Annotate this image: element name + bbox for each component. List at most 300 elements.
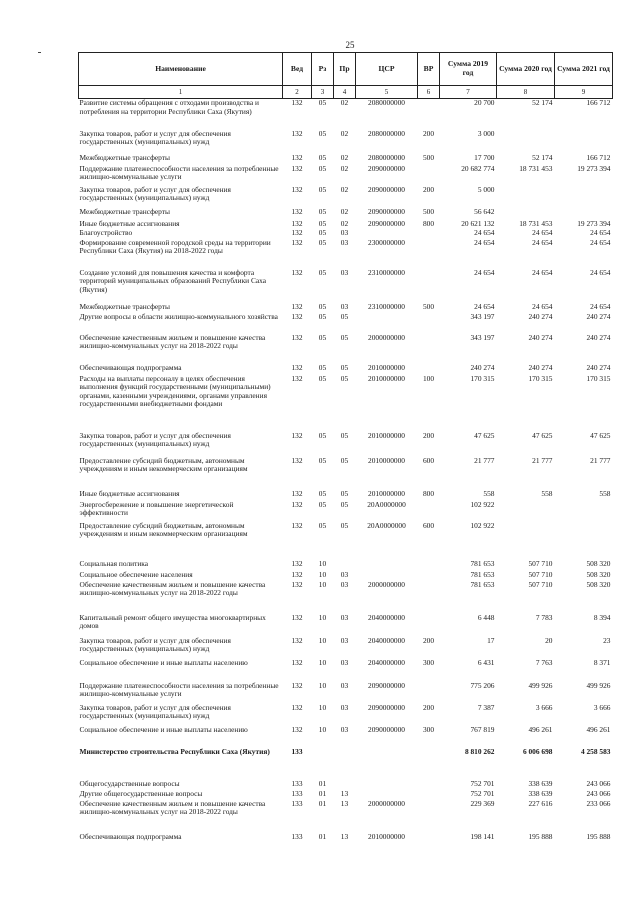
table-row — [79, 457, 613, 490]
cell-sum-2021: 508 320 — [586, 558, 611, 568]
cell-vr: 500 — [422, 301, 435, 311]
cell-csr: 2080000000 — [368, 128, 405, 138]
cell-vr: 300 — [422, 657, 435, 667]
cell-sum-2020: 507 710 — [528, 558, 553, 568]
cell-rz: 01 — [318, 831, 327, 841]
cell-pr: 03 — [340, 612, 349, 622]
cell-sum-2019: 20 700 — [474, 98, 495, 107]
cell-pr: 05 — [340, 311, 349, 321]
cell-sum-2019: 20 621 132 — [461, 218, 495, 228]
table-row — [79, 560, 613, 571]
cell-rz: 05 — [318, 499, 327, 509]
table-row — [79, 99, 613, 130]
cell-pr: 03 — [340, 657, 349, 667]
cell-pr: 03 — [340, 724, 349, 734]
cell-pr: 05 — [340, 430, 349, 440]
cell-ved: 132 — [291, 612, 303, 622]
cell-vr: 200 — [422, 184, 435, 194]
table-row — [79, 780, 613, 790]
cell-sum-2021: 499 926 — [586, 680, 611, 690]
cell-ved: 132 — [291, 680, 303, 690]
cell-sum-2019: 102 922 — [470, 499, 495, 509]
cell-csr — [356, 560, 418, 571]
table-row — [79, 165, 613, 186]
cell-sum-2021: 170 315 — [586, 373, 611, 383]
cell-sum-2020: 338 639 — [528, 788, 553, 798]
table-row — [79, 239, 613, 269]
cell-sum-2020: 496 261 — [528, 724, 553, 734]
cell-vr — [418, 790, 440, 800]
cell-rz: 05 — [318, 301, 327, 311]
cell-sum-2020: 499 926 — [528, 680, 553, 690]
cell-vr: 200 — [422, 430, 435, 440]
cell-sum-2021 — [555, 208, 613, 220]
column-number: 2 — [283, 86, 312, 99]
cell-sum-2019: 24 654 — [474, 267, 495, 277]
cell-rz: 10 — [318, 657, 327, 667]
cell-sum-2019: 102 922 — [470, 520, 495, 530]
cell-name: Капитальный ремонт общего имущества многоквартирных домов — [79, 612, 266, 631]
cell-sum-2019: 21 777 — [474, 455, 495, 465]
cell-ved: 132 — [291, 362, 303, 372]
cell-name: Социальное обеспечение и иные выплаты населению — [79, 657, 248, 667]
table-row — [79, 637, 613, 659]
header-pr: Пр — [334, 53, 356, 86]
cell-name: Обеспечение качественным жильем и повышение качества жилищно-коммунальных услуг на 2018-2022 годы — [79, 332, 266, 351]
cell-sum-2021: 3 666 — [593, 702, 611, 712]
header-sum-2020: Сумма 2020 год — [497, 53, 555, 86]
header-sum-2021: Сумма 2021 год — [555, 53, 613, 86]
cell-sum-2019: 47 625 — [474, 430, 495, 440]
cell-rz: 10 — [318, 612, 327, 622]
cell-sum-2020 — [497, 186, 555, 208]
cell-vr: 800 — [422, 488, 435, 498]
cell-sum-2019: 558 — [483, 488, 495, 498]
cell-sum-2019: 24 654 — [474, 227, 495, 237]
cell-vr — [418, 229, 440, 239]
cell-vr — [418, 571, 440, 581]
cell-ved: 132 — [291, 152, 303, 162]
cell-sum-2020: 240 274 — [528, 332, 553, 342]
cell-sum-2019: 6 448 — [477, 612, 495, 622]
cell-rz: 05 — [318, 152, 327, 162]
cell-ved: 132 — [291, 499, 303, 509]
cell-ved: 132 — [291, 218, 303, 228]
cell-vr — [418, 269, 440, 303]
cell-ved: 132 — [291, 227, 303, 237]
cell-sum-2020: 24 654 — [532, 227, 553, 237]
cell-csr: 2040000000 — [368, 612, 405, 622]
cell-name: Формирование современной городской среды на территории Республики Саха (Якутия) на 2018-2022 годы — [79, 237, 271, 256]
cell-sum-2019: 775 206 — [470, 680, 495, 690]
cell-vr — [418, 780, 440, 790]
cell-name: Другие вопросы в области жилищно-коммунального хозяйства — [79, 311, 278, 321]
cell-pr: 05 — [340, 520, 349, 530]
cell-csr: 2310000000 — [368, 267, 405, 277]
cell-vr — [418, 99, 440, 130]
cell-sum-2020: 240 274 — [528, 311, 553, 321]
cell-rz: 05 — [318, 267, 327, 277]
cell-sum-2020: 338 639 — [528, 778, 553, 788]
table-row — [79, 682, 613, 704]
cell-sum-2020: 7 783 — [535, 612, 553, 622]
cell-rz: 10 — [318, 635, 327, 645]
cell-pr — [334, 748, 356, 780]
cell-ved: 133 — [291, 831, 303, 841]
cell-csr: 2090000000 — [368, 218, 405, 228]
cell-sum-2019: 24 654 — [474, 237, 495, 247]
cell-csr — [356, 229, 418, 239]
cell-ved: 132 — [291, 635, 303, 645]
cell-sum-2020: 7 763 — [535, 657, 553, 667]
table-row — [79, 334, 613, 364]
cell-csr — [356, 790, 418, 800]
table-row — [79, 269, 613, 303]
cell-pr — [334, 560, 356, 571]
cell-csr: 2010000000 — [368, 373, 405, 383]
cell-pr: 03 — [340, 680, 349, 690]
cell-vr: 500 — [422, 152, 435, 162]
cell-name: Социальное обеспечение и иные выплаты населению — [79, 724, 248, 734]
cell-csr: 2080000000 — [368, 152, 405, 162]
cell-sum-2020: 47 625 — [532, 430, 553, 440]
cell-pr: 05 — [340, 499, 349, 509]
cell-ved: 132 — [291, 455, 303, 465]
cell-pr: 03 — [340, 635, 349, 645]
cell-sum-2019: 56 642 — [474, 206, 495, 216]
cell-name: Благоустройство — [79, 227, 133, 237]
cell-rz: 05 — [318, 98, 327, 107]
cell-name: Иные бюджетные ассигнования — [79, 218, 180, 228]
cell-rz: 10 — [318, 558, 327, 568]
cell-rz: 05 — [318, 373, 327, 383]
cell-csr: 2040000000 — [368, 635, 405, 645]
table-row — [79, 748, 613, 780]
cell-name: Другие общегосударственные вопросы — [79, 788, 203, 798]
cell-csr: 2010000000 — [368, 488, 405, 498]
cell-sum-2021: 496 261 — [586, 724, 611, 734]
cell-sum-2020: 507 710 — [528, 579, 553, 589]
table-row — [79, 704, 613, 726]
cell-name: Развитие системы обращения с отходами производства и потребления на территории Республики Саха (Якутия) — [79, 98, 259, 116]
cell-sum-2021: 166 712 — [586, 98, 611, 107]
cell-rz: 05 — [318, 227, 327, 237]
cell-ved: 132 — [291, 569, 303, 579]
table-row — [79, 790, 613, 800]
cell-sum-2021: 19 273 394 — [577, 163, 611, 173]
budget-table — [78, 52, 613, 847]
table-row — [79, 208, 613, 220]
cell-name: Закупка товаров, работ и услуг для обеспечения государственных (муниципальных) нужд — [79, 430, 231, 449]
cell-sum-2021 — [555, 501, 613, 522]
column-number: 7 — [440, 86, 497, 99]
cell-sum-2021: 24 654 — [590, 227, 611, 237]
cell-sum-2019: 781 653 — [470, 558, 495, 568]
cell-pr: 13 — [340, 798, 349, 808]
cell-rz: 05 — [318, 488, 327, 498]
cell-name: Предоставление субсидий бюджетным, автономным учреждениям и иным некоммерческим организациям — [79, 520, 248, 539]
cell-sum-2020: 507 710 — [528, 569, 553, 579]
cell-ved: 132 — [291, 163, 303, 173]
cell-vr: 100 — [422, 373, 435, 383]
cell-vr — [418, 334, 440, 364]
cell-sum-2021: 166 712 — [586, 152, 611, 162]
cell-sum-2020: 18 731 453 — [519, 218, 553, 228]
cell-ved: 132 — [291, 332, 303, 342]
cell-sum-2020: 18 731 453 — [519, 163, 553, 173]
table-row — [79, 726, 613, 748]
cell-name: Закупка товаров, работ и услуг для обеспечения государственных (муниципальных) нужд — [79, 128, 231, 147]
cell-sum-2021: 21 777 — [590, 455, 611, 465]
cell-sum-2021: 8 371 — [593, 657, 611, 667]
cell-name: Расходы на выплаты персоналу в целях обеспечения выполнения функций государственными (муниципальными) органами, казенными учреждениями, органами управления государственными внебюджетными фондами — [79, 373, 271, 409]
cell-sum-2019: 20 682 774 — [461, 163, 495, 173]
cell-rz: 05 — [318, 128, 327, 138]
cell-name: Создание условий для повышения качества и комфорта территорий муниципальных образований Республики Саха (Якутия) — [79, 267, 267, 294]
cell-sum-2019: 781 653 — [470, 579, 495, 589]
table-row — [79, 432, 613, 457]
cell-rz — [312, 748, 334, 780]
cell-sum-2020: 24 654 — [532, 301, 553, 311]
cell-pr — [334, 780, 356, 790]
cell-csr: 2010000000 — [368, 362, 405, 372]
cell-ved: 132 — [291, 724, 303, 734]
cell-pr: 05 — [340, 362, 349, 372]
header-name: Наименование — [79, 53, 283, 86]
cell-sum-2021: 243 066 — [586, 778, 611, 788]
cell-pr: 03 — [340, 301, 349, 311]
cell-pr: 03 — [340, 579, 349, 589]
cell-rz: 05 — [318, 163, 327, 173]
cell-ved: 132 — [291, 430, 303, 440]
cell-rz: 01 — [318, 788, 327, 798]
cell-vr: 600 — [422, 520, 435, 530]
cell-sum-2021: 508 320 — [586, 569, 611, 579]
cell-sum-2021: 47 625 — [590, 430, 611, 440]
cell-sum-2020: 24 654 — [532, 267, 553, 277]
cell-pr: 05 — [340, 455, 349, 465]
cell-sum-2021: 24 654 — [590, 237, 611, 247]
cell-sum-2020: 52 174 — [532, 98, 553, 107]
cell-rz: 05 — [318, 455, 327, 465]
cell-ved: 132 — [291, 301, 303, 311]
column-number: 1 — [79, 86, 283, 99]
cell-csr — [356, 748, 418, 780]
cell-sum-2021: 508 320 — [586, 579, 611, 589]
cell-csr: 2010000000 — [368, 831, 405, 841]
cell-pr: 02 — [340, 98, 349, 107]
cell-vr: 800 — [422, 218, 435, 228]
cell-rz: 05 — [318, 237, 327, 247]
table-row — [79, 490, 613, 501]
cell-csr: 2310000000 — [368, 301, 405, 311]
cell-pr: 03 — [340, 267, 349, 277]
cell-sum-2019: 752 701 — [470, 788, 495, 798]
cell-pr: 03 — [340, 237, 349, 247]
cell-rz: 10 — [318, 680, 327, 690]
cell-name: Межбюджетные трансферты — [79, 206, 170, 216]
cell-sum-2019: 3 000 — [477, 128, 495, 138]
cell-name: Социальная политика — [79, 558, 149, 568]
cell-sum-2021: 233 066 — [586, 798, 611, 808]
column-number: 5 — [356, 86, 418, 99]
table-row — [79, 522, 613, 560]
cell-csr: 2000000000 — [368, 332, 405, 342]
cell-sum-2019: 752 701 — [470, 778, 495, 788]
cell-rz: 10 — [318, 579, 327, 589]
cell-pr: 03 — [340, 569, 349, 579]
cell-rz: 10 — [318, 569, 327, 579]
cell-ved: 132 — [291, 267, 303, 277]
cell-name: Социальное обеспечение населения — [79, 569, 193, 579]
table-row — [79, 571, 613, 581]
cell-csr: 20А0000000 — [367, 520, 406, 530]
cell-sum-2019: 17 — [487, 635, 495, 645]
cell-sum-2019: 7 387 — [477, 702, 495, 712]
cell-sum-2019: 229 369 — [470, 798, 495, 808]
table-row — [79, 130, 613, 154]
cell-ved: 132 — [291, 128, 303, 138]
cell-ved: 133 — [291, 798, 303, 808]
cell-vr: 600 — [422, 455, 435, 465]
cell-sum-2020 — [497, 501, 555, 522]
cell-name: Предоставление субсидий бюджетным, автономным учреждениям и иным некоммерческим организациям — [79, 455, 248, 474]
cell-vr: 200 — [422, 702, 435, 712]
cell-sum-2019: 5 000 — [477, 184, 495, 194]
cell-vr — [418, 313, 440, 334]
cell-sum-2020: 558 — [541, 488, 553, 498]
cell-name: Обеспечение качественным жильем и повышение качества жилищно-коммунальных услуг на 2018-2022 годы — [79, 579, 266, 598]
cell-ved: 133 — [291, 746, 303, 756]
cell-rz: 05 — [318, 362, 327, 372]
cell-vr — [418, 501, 440, 522]
cell-sum-2020: 6 006 698 — [522, 746, 553, 756]
table-row — [79, 154, 613, 165]
cell-vr — [418, 165, 440, 186]
cell-sum-2019: 6 431 — [477, 657, 495, 667]
page-number: 25 — [345, 40, 355, 50]
cell-ved: 132 — [291, 702, 303, 712]
cell-name: Обеспечивающая подпрограмма — [79, 831, 182, 841]
table-row — [79, 501, 613, 522]
cell-sum-2021: 240 274 — [586, 332, 611, 342]
cell-sum-2020: 170 315 — [528, 373, 553, 383]
cell-sum-2021: 24 654 — [590, 301, 611, 311]
cell-sum-2021 — [555, 130, 613, 154]
header-rz: Рз — [312, 53, 334, 86]
cell-rz: 10 — [318, 702, 327, 712]
cell-csr: 2090000000 — [368, 206, 405, 216]
cell-sum-2019: 240 274 — [470, 362, 495, 372]
cell-csr: 2300000000 — [368, 237, 405, 247]
cell-csr — [356, 780, 418, 790]
cell-sum-2021: 558 — [599, 488, 611, 498]
cell-ved: 133 — [291, 788, 303, 798]
cell-sum-2020 — [497, 208, 555, 220]
cell-csr: 2010000000 — [368, 430, 405, 440]
cell-csr: 2090000000 — [368, 702, 405, 712]
cell-vr — [418, 682, 440, 704]
cell-csr: 2090000000 — [368, 724, 405, 734]
cell-sum-2020: 227 616 — [528, 798, 553, 808]
cell-name: Министерство строительства Республики Саха (Якутия) — [79, 746, 270, 756]
cell-sum-2021: 243 066 — [586, 788, 611, 798]
cell-sum-2020: 195 888 — [528, 831, 553, 841]
cell-ved: 132 — [291, 520, 303, 530]
cell-pr: 02 — [340, 218, 349, 228]
cell-sum-2019: 767 819 — [470, 724, 495, 734]
cell-sum-2021: 4 258 583 — [580, 746, 611, 756]
table-row — [79, 364, 613, 375]
header-csr: ЦСР — [356, 53, 418, 86]
table-row — [79, 186, 613, 208]
cell-vr — [418, 581, 440, 614]
cell-pr: 05 — [340, 488, 349, 498]
column-number: 8 — [497, 86, 555, 99]
cell-ved: 132 — [291, 373, 303, 383]
cell-ved: 132 — [291, 579, 303, 589]
cell-rz: 05 — [318, 218, 327, 228]
cell-sum-2020: 21 777 — [532, 455, 553, 465]
cell-csr — [356, 571, 418, 581]
cell-sum-2019: 781 653 — [470, 569, 495, 579]
cell-vr: 500 — [422, 206, 435, 216]
cell-name: Иные бюджетные ассигнования — [79, 488, 180, 498]
cell-sum-2020 — [497, 522, 555, 560]
cell-name: Поддержание платежеспособности населения за потребленные жилищно-коммунальные услуги — [79, 680, 279, 699]
table-row — [79, 581, 613, 614]
cell-vr — [418, 239, 440, 269]
cell-vr: 300 — [422, 724, 435, 734]
cell-pr: 02 — [340, 128, 349, 138]
cell-name: Межбюджетные трансферты — [79, 152, 170, 162]
cell-pr: 03 — [340, 702, 349, 712]
cell-sum-2019: 24 654 — [474, 301, 495, 311]
cell-vr — [418, 560, 440, 571]
cell-sum-2021 — [555, 522, 613, 560]
cell-rz: 10 — [318, 724, 327, 734]
cell-csr: 2000000000 — [368, 579, 405, 589]
cell-pr: 03 — [340, 227, 349, 237]
cell-sum-2021: 23 — [603, 635, 611, 645]
cell-csr: 2080000000 — [368, 98, 405, 107]
table-row — [79, 833, 613, 847]
cell-name: Поддержание платежеспособности населения за потребленные жилищно-коммунальные услуги — [79, 163, 279, 182]
table-header — [79, 53, 613, 99]
cell-name: Закупка товаров, работ и услуг для обеспечения государственных (муниципальных) нужд — [79, 635, 231, 654]
cell-rz: 01 — [318, 798, 327, 808]
cell-sum-2021: 19 273 394 — [577, 218, 611, 228]
cell-csr: 2090000000 — [368, 184, 405, 194]
cell-vr — [418, 364, 440, 375]
cell-sum-2019: 198 141 — [470, 831, 495, 841]
cell-sum-2021 — [555, 186, 613, 208]
table-body — [79, 99, 613, 847]
cell-name: Обеспечивающая подпрограмма — [79, 362, 182, 372]
cell-sum-2021: 240 274 — [586, 311, 611, 321]
column-number: 4 — [334, 86, 356, 99]
cell-name: Закупка товаров, работ и услуг для обеспечения государственных (муниципальных) нужд — [79, 702, 231, 721]
cell-pr: 13 — [340, 831, 349, 841]
table-row — [79, 303, 613, 313]
cell-vr: 200 — [422, 128, 435, 138]
cell-csr: 2040000000 — [368, 657, 405, 667]
cell-sum-2019: 17 700 — [474, 152, 495, 162]
column-number: 3 — [312, 86, 334, 99]
cell-csr: 2090000000 — [368, 680, 405, 690]
cell-sum-2019: 170 315 — [470, 373, 495, 383]
header-ved: Вед — [283, 53, 312, 86]
